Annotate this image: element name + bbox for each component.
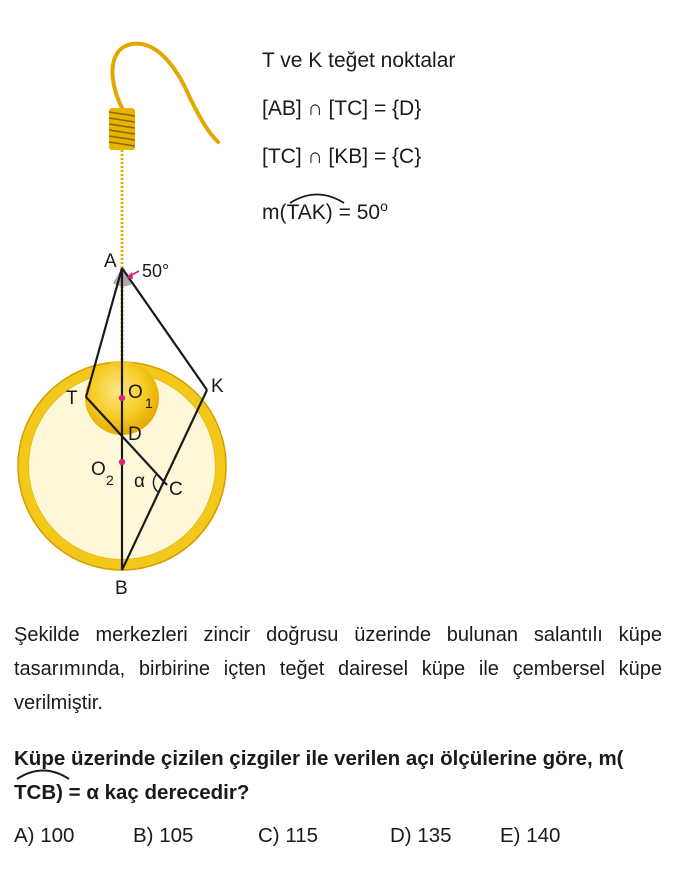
label-O2-sub: 2 bbox=[106, 472, 114, 488]
given-line-3: [TC] ∩ [KB] = {C} bbox=[262, 145, 422, 168]
given-line-1: T ve K teğet noktalar bbox=[262, 49, 456, 72]
label-C: C bbox=[169, 479, 183, 500]
choice-c[interactable]: C) 115 bbox=[258, 824, 319, 847]
label-O1-sub: 1 bbox=[145, 395, 153, 411]
given-line-4-mid: ) = 50 bbox=[325, 201, 381, 224]
label-O2: O bbox=[91, 459, 106, 480]
point-O2 bbox=[119, 459, 125, 465]
label-O1: O bbox=[128, 382, 143, 403]
given-line-2: [AB] ∩ [TC] = {D} bbox=[262, 97, 422, 120]
arc-symbol-icon bbox=[287, 190, 347, 204]
label-B: B bbox=[115, 578, 128, 599]
given-line-4 bbox=[262, 193, 388, 226]
degree-sup: o bbox=[380, 198, 388, 214]
label-angle-A: 50° bbox=[142, 261, 170, 281]
label-D: D bbox=[128, 424, 142, 445]
choice-d[interactable]: D) 135 bbox=[390, 824, 452, 847]
label-A: A bbox=[104, 251, 117, 272]
arc-TCB bbox=[14, 776, 56, 810]
label-T: T bbox=[66, 388, 78, 409]
question-post: ) = α kaç derecedir? bbox=[56, 781, 250, 804]
arc-symbol-icon bbox=[14, 766, 72, 780]
question-arc: TCB bbox=[14, 781, 57, 804]
choice-a[interactable]: A) 100 bbox=[14, 824, 75, 847]
given-line-4-pre: m( bbox=[262, 201, 287, 224]
spring-coil bbox=[109, 108, 135, 150]
question-pre: Küpe üzerinde çizilen çizgiler ile verilen açı ölçülerine göre, m( bbox=[14, 747, 624, 770]
label-alpha: α bbox=[134, 471, 145, 492]
choice-e[interactable]: E) 140 bbox=[500, 824, 561, 847]
given-line-4-arc: TAK bbox=[286, 201, 326, 224]
choice-b[interactable]: B) 105 bbox=[133, 824, 194, 847]
point-O1 bbox=[119, 395, 125, 401]
question-text bbox=[14, 742, 662, 810]
problem-paragraph: Şekilde merkezleri zincir doğrusu üzerinde bulunan salantılı küpe tasarımında, birbirine içten teğet dairesel küpe ile çembersel küpe verilmiştir. bbox=[14, 624, 662, 714]
arc-TAK bbox=[287, 200, 326, 226]
label-K: K bbox=[211, 376, 224, 397]
